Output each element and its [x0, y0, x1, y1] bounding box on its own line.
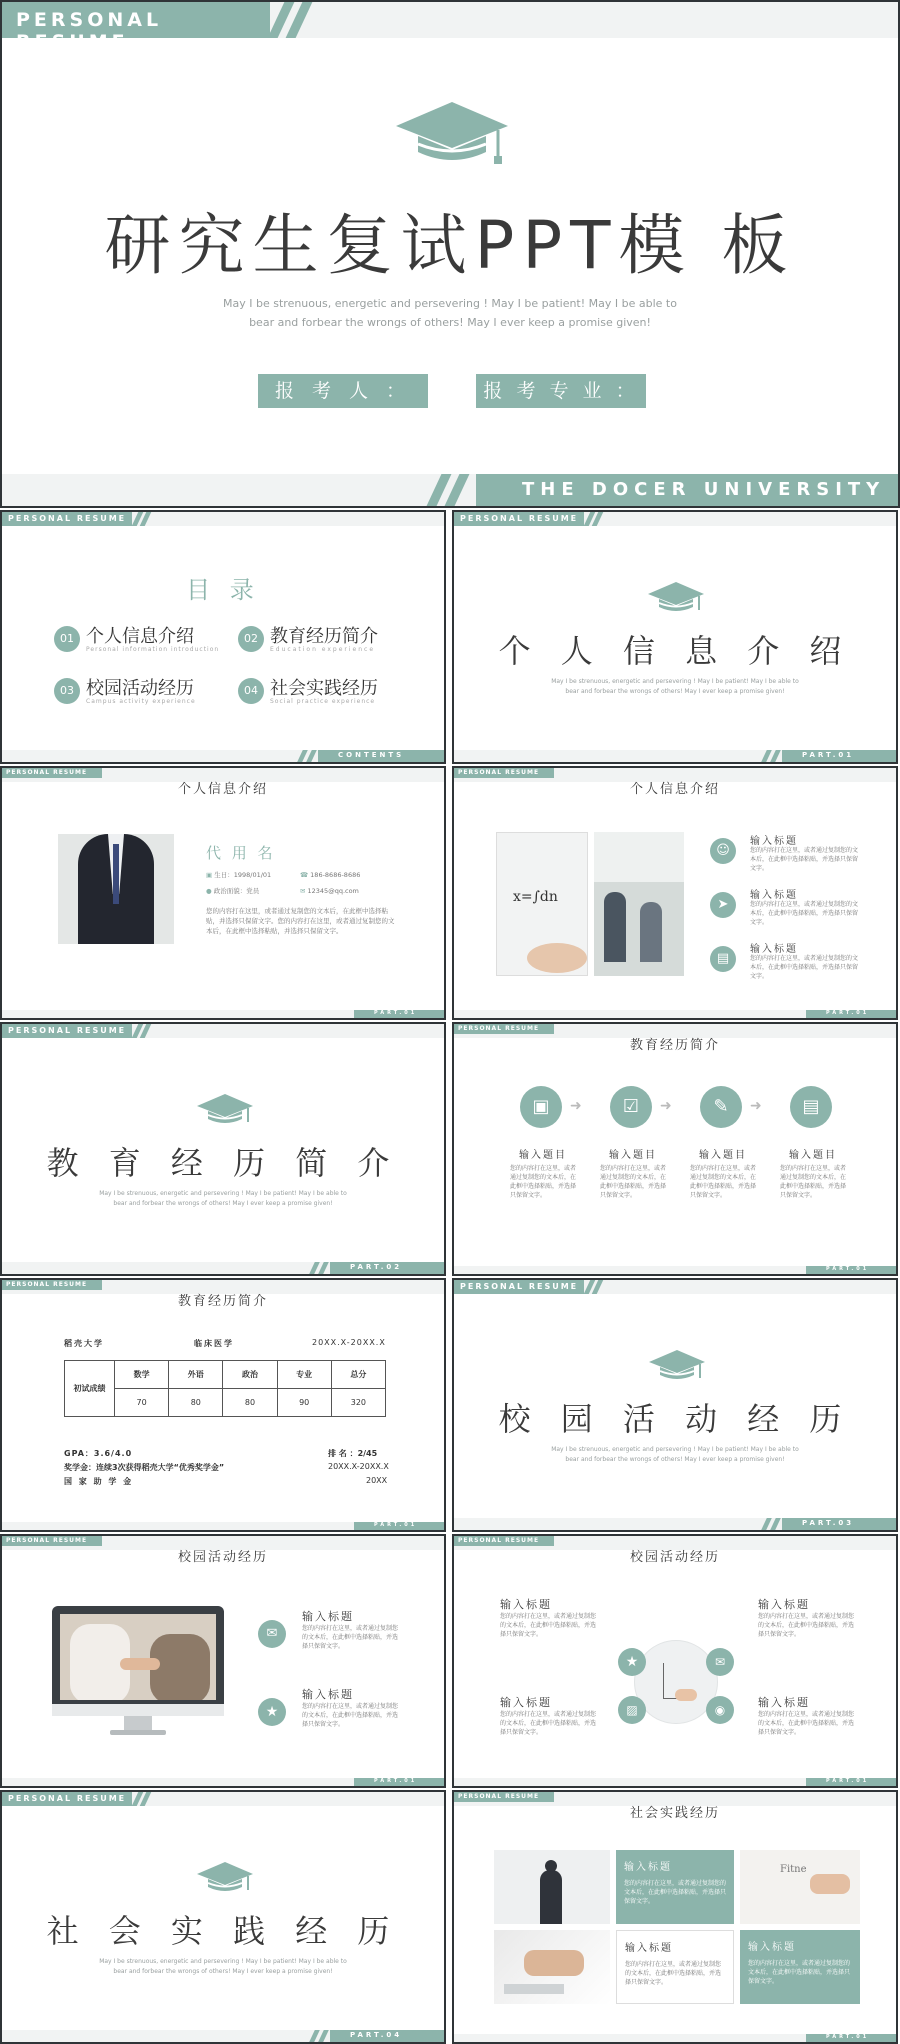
section-motto-2: bear and forbear the wrongs of others! May I ever keep a promise given!	[113, 1968, 333, 1975]
slide-tag: PERSONAL RESUME	[2, 1280, 102, 1290]
award-2: 国 家 助 学 金	[64, 1477, 134, 1486]
section-motto-2: bear and forbear the wrongs of others! May I ever keep a promise given!	[565, 1456, 785, 1463]
item-title: 输入标题	[758, 1598, 810, 1611]
toc-item-04[interactable]	[238, 674, 428, 708]
item-text: 您的内容打在这里，或者通过复制您的文本后，在此框中选择粘贴，并选择只保留文字。	[758, 1711, 855, 1736]
email-field: ✉ 12345@qq.com	[300, 887, 359, 895]
presenter-photo	[494, 1850, 610, 1924]
arrow-right-icon: ➜	[750, 1098, 762, 1114]
footer-stripes	[762, 1518, 784, 1530]
item-text: 您的内容打在这里，或者通过复制您的文本后，在此框中选择粘贴，并选择只保留文字。	[750, 847, 859, 872]
score-cell: 320	[331, 1389, 385, 1417]
section-04-slide	[0, 1790, 446, 2044]
score-cell: 70	[115, 1389, 169, 1417]
rank-text: 排 名 ：2/45	[328, 1449, 378, 1458]
slide-footer: PART.01	[806, 1266, 896, 1274]
phone-field: ☎ 186-8686-8686	[300, 871, 361, 879]
slide-tag: PERSONAL RESUME	[2, 1792, 132, 1806]
education-steps-slide	[452, 1022, 898, 1276]
col-header: 政治	[223, 1361, 277, 1389]
info-card-2	[616, 1930, 734, 2004]
item-title: 输入标题	[500, 1598, 552, 1611]
graduation-cap-icon	[646, 580, 706, 614]
whiteboard-photo: x=∫dn	[496, 832, 588, 976]
section-02-slide	[0, 1022, 446, 1276]
section-title: 校 园 活 动 经 历	[498, 1400, 852, 1438]
item-title: 输入标题	[750, 836, 798, 847]
toc-english: Campus activity experience	[86, 698, 196, 705]
section-motto-1: May I be strenuous, energetic and persevering ! May I be patient! May I be able to	[551, 1446, 799, 1453]
slide-tag: PERSONAL RESUME	[454, 1792, 554, 1802]
cover-footer-stripes	[430, 474, 476, 506]
step-title-1: 输入题目	[519, 1150, 567, 1161]
slide-footer: PART.01	[354, 1010, 444, 1018]
slide-footer: PART.01	[354, 1778, 444, 1786]
slide-heading: 校园活动经历	[629, 1550, 720, 1565]
graduation-cap-icon	[195, 1092, 255, 1126]
star-icon: ★	[618, 1648, 646, 1676]
grades-slide	[0, 1278, 446, 1532]
profile-name: 代 用 名	[206, 844, 276, 862]
toc-number: 04	[238, 678, 264, 704]
slide-footer: PART.01	[806, 1010, 896, 1018]
major-field[interactable]: 报 考 专 业 ：	[476, 374, 646, 408]
section-01-slide	[452, 510, 898, 764]
toc-label: 社会实践经历	[270, 678, 378, 699]
score-cell: 80	[223, 1389, 277, 1417]
slide-footer: PART.01	[354, 1522, 444, 1530]
section-motto-1: May I be strenuous, energetic and persevering ! May I be patient! May I be able to	[99, 1958, 347, 1965]
major-name: 临床医学	[194, 1339, 234, 1348]
slide-heading: 个人信息介绍	[177, 782, 268, 797]
toc-item-01[interactable]	[54, 622, 234, 656]
col-header: 专业	[277, 1361, 331, 1389]
step-text-1: 您的内容打在这里，或者通过复制您的文本后，在此框中选择粘贴，并选择只保留文字。	[510, 1165, 577, 1199]
toc-label: 校园活动经历	[86, 678, 194, 699]
cover-tag-stripes	[272, 2, 322, 38]
item-text: 您的内容打在这里，或者通过复制您的文本后，在此框中选择粘贴，并选择只保留文字。	[302, 1625, 399, 1650]
toc-item-02[interactable]	[238, 622, 428, 656]
slide-footer: CONTENTS	[318, 750, 444, 762]
mail-icon: ✉	[300, 887, 308, 895]
graduation-cap-icon	[195, 1860, 255, 1894]
step-title-3: 输入题目	[699, 1150, 747, 1161]
item-text: 您的内容打在这里，或者通过复制您的文本后，在此框中选择粘贴，并选择只保留文字。	[500, 1613, 597, 1638]
signing-photo	[494, 1930, 610, 2004]
step-text-3: 您的内容打在这里，或者通过复制您的文本后，在此框中选择粘贴，并选择只保留文字。	[690, 1165, 757, 1199]
card-text: 您的内容打在这里，或者通过复制您的文本后，在此框中选择粘贴，并选择只保留文字。	[624, 1880, 727, 1905]
profile-paragraph: 您的内容打在这里，或者通过复制您的文本后，在此框中选择粘贴，并选择只保留文字。您的内容打在这里，或者通过复制您的文本后，在此框中选择粘贴，并选择只保留文字。	[206, 907, 395, 935]
cover-motto-line1: May I be strenuous, energetic and persevering ! May I be patient! May I be able to	[223, 297, 677, 310]
arrow-right-icon: ➜	[660, 1098, 672, 1114]
slide-footer: PART.01	[782, 750, 896, 762]
footer-stripes	[762, 750, 784, 762]
section-title: 社 会 实 践 经 历	[46, 1912, 400, 1950]
monitor-image	[52, 1606, 224, 1738]
tag-stripes	[133, 512, 153, 526]
slide-heading: 社会实践经历	[629, 1806, 720, 1821]
contents-slide	[0, 510, 446, 764]
cover-tag: PERSONAL RESUME	[2, 2, 270, 38]
politics-field: ● 政治面貌：党员	[206, 887, 260, 895]
card-text: 您的内容打在这里，或者通过复制您的文本后，在此框中选择粘贴，并选择只保留文字。	[748, 1960, 851, 1985]
slide-tag: PERSONAL RESUME	[454, 1536, 554, 1546]
footer-stripes	[310, 1262, 332, 1274]
cover-slide	[0, 0, 900, 508]
toc-english: Education experience	[270, 646, 376, 653]
image-icon: ▨	[618, 1696, 646, 1724]
tag-stripes	[585, 512, 605, 526]
coins-icon: ◉	[706, 1696, 734, 1724]
step-text-2: 您的内容打在这里，或者通过复制您的文本后，在此框中选择粘贴，并选择只保留文字。	[600, 1165, 667, 1199]
col-header: 外语	[169, 1361, 223, 1389]
tag-stripes	[585, 1280, 605, 1294]
writing-photo: Fitne	[740, 1850, 860, 1924]
tag-stripes	[133, 1792, 153, 1806]
document-icon: ▤	[710, 946, 736, 972]
slide-tag: PERSONAL RESUME	[454, 768, 554, 778]
step-title-2: 输入题目	[609, 1150, 657, 1161]
item-text: 您的内容打在这里，或者通过复制您的文本后，在此框中选择粘贴，并选择只保留文字。	[302, 1703, 399, 1728]
section-motto-1: May I be strenuous, energetic and persevering ! May I be patient! May I be able to	[99, 1190, 347, 1197]
item-title: 输入标题	[500, 1696, 552, 1709]
info-card-3	[740, 1930, 860, 2004]
step-text-4: 您的内容打在这里，或者通过复制您的文本后，在此框中选择粘贴，并选择只保留文字。	[780, 1165, 847, 1199]
award-1-date: 20XX.X-20XX.X	[328, 1462, 389, 1471]
applicant-field[interactable]: 报 考 人 ：	[258, 374, 428, 408]
study-period: 20XX.X-20XX.X	[312, 1338, 386, 1347]
checklist-icon: ☑	[610, 1086, 652, 1128]
item-text: 您的内容打在这里，或者通过复制您的文本后，在此框中选择粘贴，并选择只保留文字。	[750, 901, 859, 926]
chat-icon: ✉	[706, 1648, 734, 1676]
person-icon: ●	[206, 887, 214, 895]
tag-stripes	[133, 1024, 153, 1038]
graduation-cap-icon	[647, 1348, 707, 1382]
item-title: 输入标题	[758, 1696, 810, 1709]
award-1: 奖学金：连续3次获得稻壳大学“优秀奖学金”	[64, 1463, 225, 1472]
report-icon: ▤	[790, 1086, 832, 1128]
card-title: 输入标题	[748, 1942, 796, 1953]
section-03-slide	[452, 1278, 898, 1532]
clipboard-icon: ▣	[520, 1086, 562, 1128]
profile-photo	[58, 834, 174, 944]
star-icon: ★	[258, 1698, 286, 1726]
slide-tag: PERSONAL RESUME	[2, 768, 102, 778]
cover-footer: THE DOCER UNIVERSITY	[476, 474, 898, 506]
card-title: 输入标题	[624, 1862, 672, 1873]
campus-circle-slide	[452, 1534, 898, 1788]
gpa-text: GPA：3.6/4.0	[64, 1449, 133, 1458]
item-text: 您的内容打在这里，或者通过复制您的文本后，在此框中选择粘贴，并选择只保留文字。	[750, 955, 859, 980]
toc-number: 01	[54, 626, 80, 652]
slide-footer: PART.01	[806, 2034, 896, 2042]
personal-info-slide	[452, 766, 898, 1020]
slide-heading: 教育经历简介	[177, 1294, 268, 1309]
smile-icon: ☺	[710, 838, 736, 864]
birthday-field: ▣ 生日：1998/01/01	[206, 871, 272, 879]
slide-heading: 校园活动经历	[177, 1550, 268, 1565]
toc-label: 个人信息介绍	[86, 626, 194, 647]
toc-english: Personal information introduction	[86, 646, 220, 653]
item-title: 输入标题	[302, 1610, 354, 1623]
score-cell: 90	[277, 1389, 331, 1417]
toc-number: 02	[238, 626, 264, 652]
calendar-icon: ▣	[206, 871, 215, 879]
slide-tag: PERSONAL RESUME	[2, 512, 132, 526]
slide-tag: PERSONAL RESUME	[2, 1536, 102, 1546]
slide-tag: PERSONAL RESUME	[2, 1024, 132, 1038]
footer-stripes	[310, 2030, 332, 2042]
phone-icon: ☎	[300, 871, 311, 879]
toc-number: 03	[54, 678, 80, 704]
slide-footer: PART.02	[330, 1262, 444, 1274]
arrow-right-icon: ➜	[570, 1098, 582, 1114]
item-title: 输入标题	[302, 1688, 354, 1701]
card-title: 输入标题	[625, 1943, 673, 1954]
personal-profile-slide	[0, 766, 446, 1020]
toc-label: 教育经历简介	[270, 626, 378, 647]
office-photo	[594, 832, 684, 976]
item-title: 输入标题	[750, 944, 798, 955]
award-2-date: 20XX	[366, 1476, 388, 1485]
cover-motto-line2: bear and forbear the wrongs of others! May I ever keep a promise given!	[249, 316, 651, 329]
section-motto-1: May I be strenuous, energetic and persevering ! May I be patient! May I be able to	[551, 678, 799, 685]
campus-monitor-slide	[0, 1534, 446, 1788]
score-cell: 80	[169, 1389, 223, 1417]
item-text: 您的内容打在这里，或者通过复制您的文本后，在此框中选择粘贴，并选择只保留文字。	[758, 1613, 855, 1638]
row-label: 初试成绩	[65, 1361, 115, 1417]
grades-table	[64, 1360, 386, 1417]
toc-item-03[interactable]	[54, 674, 234, 708]
cover-title: 研究生复试PPT模 板	[104, 207, 796, 284]
info-card-1	[616, 1850, 734, 1924]
slide-footer: PART.03	[782, 1518, 896, 1530]
send-icon: ➤	[710, 892, 736, 918]
toc-english: Social practice experience	[270, 698, 376, 705]
social-practice-slide	[452, 1790, 898, 2044]
slide-tag: PERSONAL RESUME	[454, 512, 584, 526]
section-title: 个 人 信 息 介 绍	[498, 632, 852, 670]
task-icon: ✎	[700, 1086, 742, 1128]
graduation-cap-icon	[392, 98, 512, 166]
slide-tag: PERSONAL RESUME	[454, 1024, 554, 1034]
section-motto-2: bear and forbear the wrongs of others! May I ever keep a promise given!	[565, 688, 785, 695]
item-title: 输入标题	[750, 890, 798, 901]
slide-footer: PART.01	[806, 1778, 896, 1786]
toc-title: 目 录	[186, 576, 260, 604]
step-title-4: 输入题目	[789, 1150, 837, 1161]
col-header: 数学	[115, 1361, 169, 1389]
school-name: 稻壳大学	[64, 1339, 104, 1348]
slide-tag: PERSONAL RESUME	[454, 1280, 584, 1294]
slide-heading: 教育经历简介	[629, 1038, 720, 1053]
item-text: 您的内容打在这里，或者通过复制您的文本后，在此框中选择粘贴，并选择只保留文字。	[500, 1711, 597, 1736]
section-title: 教 育 经 历 简 介	[46, 1144, 400, 1182]
chat-icon: ✉	[258, 1620, 286, 1648]
slide-footer: PART.04	[330, 2030, 444, 2042]
slide-heading: 个人信息介绍	[629, 782, 720, 797]
footer-stripes	[298, 750, 320, 762]
col-header: 总分	[331, 1361, 385, 1389]
section-motto-2: bear and forbear the wrongs of others! May I ever keep a promise given!	[113, 1200, 333, 1207]
card-text: 您的内容打在这里，或者通过复制您的文本后，在此框中选择粘贴，并选择只保留文字。	[625, 1961, 722, 1986]
